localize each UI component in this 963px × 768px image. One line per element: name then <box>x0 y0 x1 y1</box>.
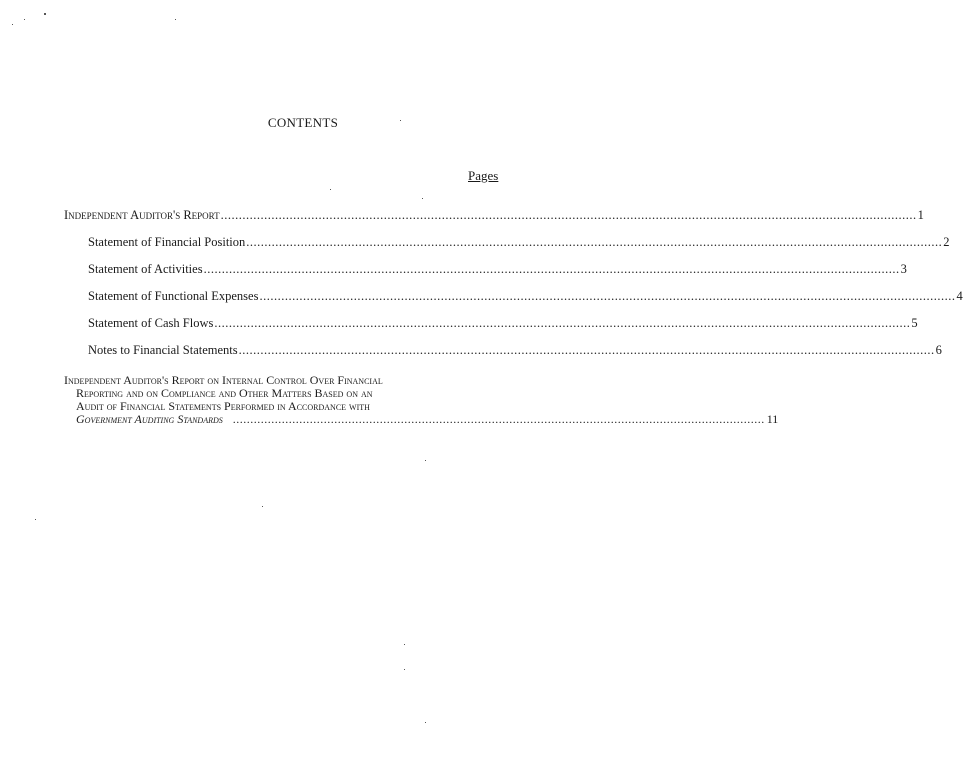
dot-leader <box>221 208 917 223</box>
toc-entry-label: Statement of Functional Expenses <box>88 289 259 303</box>
dot-leader: ........................................................................................................................................................ <box>232 412 765 426</box>
table-of-contents <box>64 208 963 358</box>
toc-entry-page: 4 <box>956 289 963 303</box>
toc-entry-label: Government Auditing Standards <box>76 412 223 426</box>
toc-entry-statement-of-financial-position <box>64 235 950 250</box>
scan-speck <box>404 669 405 670</box>
toc-entry-statement-of-functional-expenses <box>64 289 963 304</box>
scan-speck <box>425 722 426 723</box>
scan-speck <box>330 189 331 190</box>
toc-entry-label: Statement of Financial Position <box>88 235 246 249</box>
toc-entry-line: Reporting and on Compliance and Other Matters Based on an <box>76 386 373 400</box>
toc-entry-line: Independent Auditor's Report on Internal Control Over Financial <box>64 373 383 387</box>
toc-entry-independent-auditors-report <box>64 208 924 223</box>
dot-leader <box>246 235 942 250</box>
scan-speck <box>12 24 13 25</box>
toc-entry-page: 11 <box>766 412 779 426</box>
toc-entry-page: 5 <box>911 316 918 330</box>
scan-speck <box>24 19 25 20</box>
toc-entry-page: 6 <box>935 343 942 357</box>
dot-leader <box>204 262 900 277</box>
scan-speck <box>175 19 176 20</box>
toc-entry-statement-of-activities <box>64 262 907 277</box>
dot-leader <box>259 289 955 304</box>
toc-entry-internal-control-report <box>64 373 779 426</box>
scan-speck <box>404 644 405 645</box>
scan-speck <box>400 120 401 121</box>
scan-speck <box>262 506 263 507</box>
toc-entry-page: 1 <box>917 208 924 222</box>
toc-entry-line: Audit of Financial Statements Performed in Accordance with <box>76 399 370 413</box>
toc-entry-label: Statement of Cash Flows <box>88 316 214 330</box>
toc-entry-notes-to-financial-statements <box>64 343 942 358</box>
toc-entry-label: Independent Auditor's Report <box>64 208 220 222</box>
scan-speck <box>422 198 423 199</box>
page-title: CONTENTS <box>267 115 339 130</box>
toc-entry-label: Notes to Financial Statements <box>88 343 238 357</box>
scan-speck <box>425 460 426 461</box>
toc-entry-label: Statement of Activities <box>88 262 203 276</box>
pages-column-heading: Pages <box>468 168 499 183</box>
toc-entry-page: 2 <box>943 235 950 249</box>
dot-leader <box>214 316 910 331</box>
toc-entry-last-line <box>64 412 779 426</box>
dot-leader <box>239 343 935 358</box>
scan-speck <box>35 519 36 520</box>
toc-entry-statement-of-cash-flows <box>64 316 918 331</box>
toc-entry-page: 3 <box>900 262 907 276</box>
scan-speck <box>44 13 46 15</box>
